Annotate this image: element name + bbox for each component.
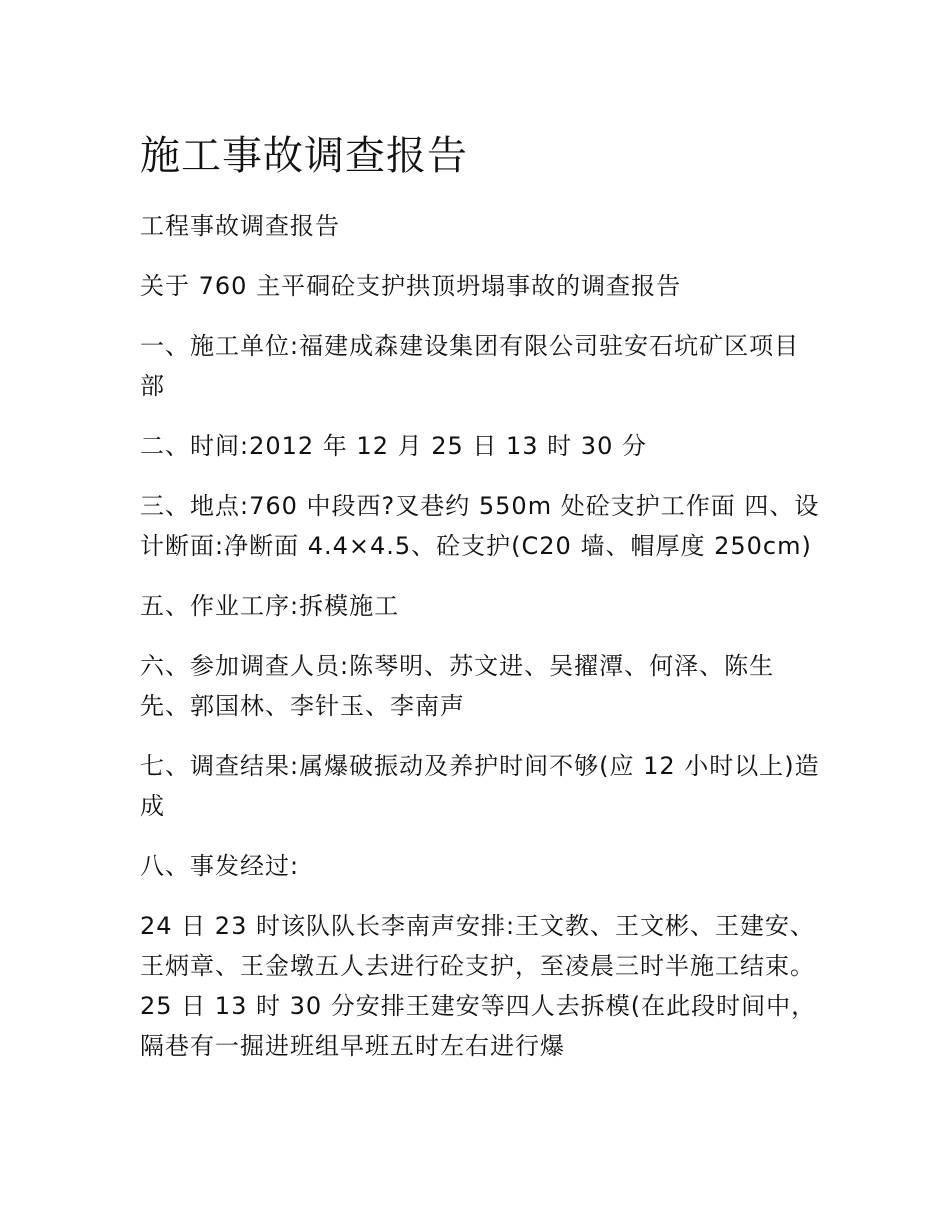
item-incident-heading: 八、事发经过: [140,852,300,880]
item-time: 二、时间:2012 年 12 月 25 日 13 时 30 分 [140,432,647,460]
document-subtitle: 工程事故调查报告 [140,212,340,240]
item-result: 七、调查结果:属爆破振动及养护时间不够(应 12 小时以上)造成 [140,752,820,820]
item-investigators: 六、参加调查人员:陈琴明、苏文进、吴擢潭、何泽、陈生先、郭国林、李针玉、李南声 [140,652,775,720]
document-page [140,128,820,1086]
item-incident-body: 24 日 23 时该队队长李南声安排:王文教、王文彬、王建安、王炳章、王金墩五人去进行砼支护，至凌晨三时半施工结束。25 日 13 时 30 分安排王建安等四人去拆模(在此段时间中，隔巷有一掘进班组早班五时左右进行爆 [140,912,817,1060]
report-heading: 关于 760 主平硐砼支护拱顶坍塌事故的调查报告 [140,272,682,300]
item-location-design: 三、地点:760 中段西?叉巷约 550m 处砼支护工作面 四、设计断面:净断面 4.4×4.5、砼支护(C20 墙、帽厚度 250cm) [140,492,820,560]
item-work-process: 五、作业工序:拆模施工 [140,592,400,620]
item-construction-unit: 一、施工单位:福建成森建设集团有限公司驻安石坑矿区项目部 [140,332,800,400]
document-title: 施工事故调查报告 [140,133,468,179]
